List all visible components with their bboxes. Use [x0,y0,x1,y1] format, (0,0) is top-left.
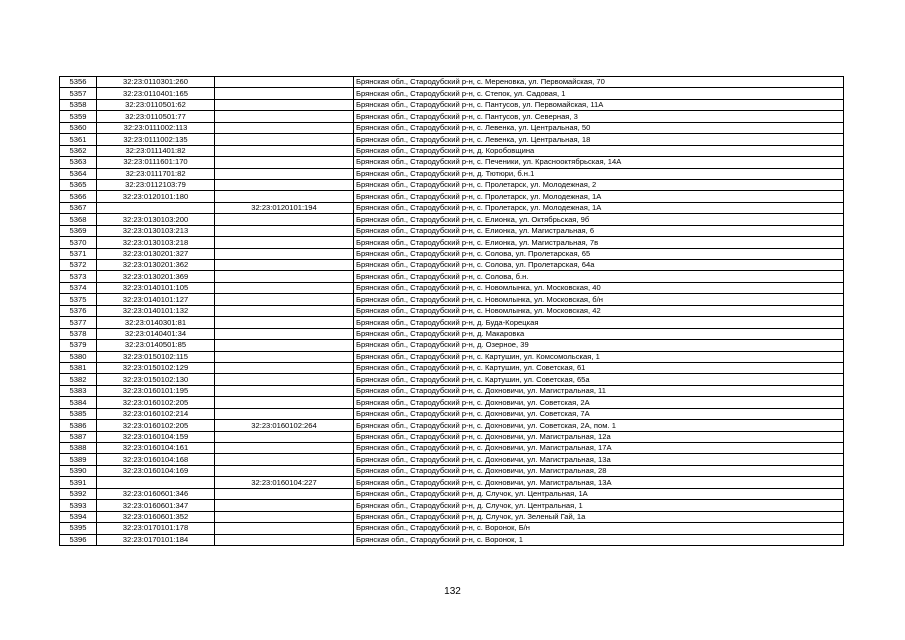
cadastral-number-cell: 32:23:0150102:129 [97,362,215,373]
address-cell: Брянская обл., Стародубский р-н, с. Картушин, ул. Комсомольская, 1 [354,351,844,362]
table-row [60,454,844,465]
row-number-cell: 5385 [60,408,97,419]
table-row [60,294,844,305]
cadastral-number-cell: 32:23:0130201:327 [97,248,215,259]
cadastral-number-cell: 32:23:0111002:113 [97,122,215,133]
row-number-cell: 5395 [60,523,97,534]
related-cadastral-number-cell [215,523,354,534]
cadastral-number-cell: 32:23:0150102:130 [97,374,215,385]
related-cadastral-number-cell [215,237,354,248]
table-row [60,168,844,179]
address-cell: Брянская обл., Стародубский р-н, д. Буда-Корецкая [354,317,844,328]
related-cadastral-number-cell [215,99,354,110]
address-cell: Брянская обл., Стародубский р-н, с. Пролетарск, ул. Молодежная, 2 [354,179,844,190]
address-cell: Брянская обл., Стародубский р-н, с. Картушин, ул. Советская, 65а [354,374,844,385]
registry-table [59,76,844,546]
related-cadastral-number-cell [215,374,354,385]
cadastral-number-cell: 32:23:0140301:81 [97,317,215,328]
table-row [60,111,844,122]
row-number-cell: 5393 [60,500,97,511]
table-row [60,305,844,316]
related-cadastral-number-cell [215,214,354,225]
table-row [60,191,844,202]
related-cadastral-number-cell [215,362,354,373]
cadastral-number-cell: 32:23:0140101:127 [97,294,215,305]
address-cell: Брянская обл., Стародубский р-н, с. Дохновичи, ул. Советская, 2А [354,397,844,408]
cadastral-number-cell: 32:23:0160104:161 [97,443,215,454]
table-row [60,374,844,385]
row-number-cell: 5374 [60,282,97,293]
related-cadastral-number-cell [215,111,354,122]
table-row [60,477,844,488]
related-cadastral-number-cell [215,77,354,88]
row-number-cell: 5357 [60,88,97,99]
table-row [60,317,844,328]
address-cell: Брянская обл., Стародубский р-н, с. Елионка, ул. Магистральная, 7в [354,237,844,248]
row-number-cell: 5382 [60,374,97,385]
table-row [60,340,844,351]
related-cadastral-number-cell [215,397,354,408]
row-number-cell: 5394 [60,511,97,522]
table-row [60,88,844,99]
cadastral-number-cell: 32:23:0111401:82 [97,145,215,156]
related-cadastral-number-cell [215,122,354,133]
cadastral-number-cell: 32:23:0150102:115 [97,351,215,362]
address-cell: Брянская обл., Стародубский р-н, с. Новомлынка, ул. Московская, 42 [354,305,844,316]
table-row [60,397,844,408]
address-cell: Брянская обл., Стародубский р-н, с. Дохновичи, ул. Магистральная, 17А [354,443,844,454]
address-cell: Брянская обл., Стародубский р-н, с. Дохновичи, ул. Магистральная, 11 [354,385,844,396]
table-row [60,248,844,259]
address-cell: Брянская обл., Стародубский р-н, с. Дохновичи, ул. Магистральная, 12а [354,431,844,442]
row-number-cell: 5392 [60,488,97,499]
address-cell: Брянская обл., Стародубский р-н, с. Левенка, ул. Центральная, 50 [354,122,844,133]
cadastral-number-cell: 32:23:0110301:260 [97,77,215,88]
cadastral-number-cell: 32:23:0130103:218 [97,237,215,248]
related-cadastral-number-cell [215,351,354,362]
cadastral-number-cell: 32:23:0140501:85 [97,340,215,351]
cadastral-number-cell: 32:23:0130103:213 [97,225,215,236]
table-row [60,362,844,373]
cadastral-number-cell: 32:23:0110501:77 [97,111,215,122]
related-cadastral-number-cell [215,145,354,156]
row-number-cell: 5361 [60,134,97,145]
address-cell: Брянская обл., Стародубский р-н, с. Дохновичи, ул. Советская, 2А, пом. 1 [354,420,844,431]
row-number-cell: 5359 [60,111,97,122]
address-cell: Брянская обл., Стародубский р-н, с. Новомлынка, ул. Московская, б/н [354,294,844,305]
cadastral-number-cell: 32:23:0160104:168 [97,454,215,465]
table-row [60,282,844,293]
cadastral-number-cell: 32:23:0120101:180 [97,191,215,202]
table-row [60,500,844,511]
related-cadastral-number-cell [215,465,354,476]
table-row [60,179,844,190]
address-cell: Брянская обл., Стародубский р-н, с. Картушин, ул. Советская, 61 [354,362,844,373]
row-number-cell: 5396 [60,534,97,545]
table-row [60,534,844,545]
related-cadastral-number-cell [215,134,354,145]
address-cell: Брянская обл., Стародубский р-н, с. Солова, ул. Пролетарская, 65 [354,248,844,259]
table-row [60,99,844,110]
row-number-cell: 5387 [60,431,97,442]
table-row [60,523,844,534]
row-number-cell: 5388 [60,443,97,454]
row-number-cell: 5356 [60,77,97,88]
table-row [60,465,844,476]
related-cadastral-number-cell [215,305,354,316]
cadastral-number-cell: 32:23:0140401:34 [97,328,215,339]
table-row [60,511,844,522]
row-number-cell: 5367 [60,202,97,213]
row-number-cell: 5376 [60,305,97,316]
table-row [60,225,844,236]
cadastral-number-cell: 32:23:0110401:165 [97,88,215,99]
address-cell: Брянская обл., Стародубский р-н, д. Тютюри, б.н.1 [354,168,844,179]
row-number-cell: 5371 [60,248,97,259]
address-cell: Брянская обл., Стародубский р-н, д. Случок, ул. Центральная, 1 [354,500,844,511]
row-number-cell: 5373 [60,271,97,282]
cadastral-number-cell: 32:23:0111701:82 [97,168,215,179]
row-number-cell: 5390 [60,465,97,476]
row-number-cell: 5369 [60,225,97,236]
related-cadastral-number-cell [215,271,354,282]
cadastral-number-cell: 32:23:0140101:105 [97,282,215,293]
table-row [60,408,844,419]
table-row [60,77,844,88]
address-cell: Брянская обл., Стародубский р-н, с. Дохновичи, ул. Магистральная, 28 [354,465,844,476]
row-number-cell: 5362 [60,145,97,156]
cadastral-number-cell: 32:23:0160601:347 [97,500,215,511]
row-number-cell: 5379 [60,340,97,351]
table-row [60,351,844,362]
cadastral-number-cell: 32:23:0160101:195 [97,385,215,396]
cadastral-number-cell: 32:23:0170101:184 [97,534,215,545]
cadastral-number-cell: 32:23:0160601:352 [97,511,215,522]
related-cadastral-number-cell [215,385,354,396]
address-cell: Брянская обл., Стародубский р-н, д. Коробовщина [354,145,844,156]
address-cell: Брянская обл., Стародубский р-н, с. Мереновка, ул. Первомайская, 70 [354,77,844,88]
address-cell: Брянская обл., Стародубский р-н, с. Елионка, ул. Магистральная, 6 [354,225,844,236]
table-row [60,202,844,213]
related-cadastral-number-cell [215,511,354,522]
related-cadastral-number-cell [215,179,354,190]
related-cadastral-number-cell [215,500,354,511]
row-number-cell: 5360 [60,122,97,133]
row-number-cell: 5364 [60,168,97,179]
address-cell: Брянская обл., Стародубский р-н, с. Левенка, ул. Центральная, 18 [354,134,844,145]
address-cell: Брянская обл., Стародубский р-н, с. Дохновичи, ул. Магистральная, 13А [354,477,844,488]
related-cadastral-number-cell [215,454,354,465]
address-cell: Брянская обл., Стародубский р-н, с. Елионка, ул. Октябрьская, 9б [354,214,844,225]
address-cell: Брянская обл., Стародубский р-н, д. Случок, ул. Центральная, 1А [354,488,844,499]
cadastral-number-cell: 32:23:0130201:362 [97,260,215,271]
address-cell: Брянская обл., Стародубский р-н, с. Новомлынка, ул. Московская, 40 [354,282,844,293]
table-row [60,431,844,442]
row-number-cell: 5391 [60,477,97,488]
row-number-cell: 5386 [60,420,97,431]
related-cadastral-number-cell [215,282,354,293]
cadastral-number-cell [97,477,215,488]
cadastral-number-cell: 32:23:0130201:369 [97,271,215,282]
address-cell: Брянская обл., Стародубский р-н, с. Солова, б.н. [354,271,844,282]
address-cell: Брянская обл., Стародубский р-н, с. Воронок, Б/н [354,523,844,534]
table-row [60,260,844,271]
related-cadastral-number-cell [215,328,354,339]
address-cell: Брянская обл., Стародубский р-н, с. Пролетарск, ул. Молодежная, 1А [354,202,844,213]
related-cadastral-number-cell [215,157,354,168]
table-row [60,214,844,225]
table-row [60,237,844,248]
table-row [60,443,844,454]
row-number-cell: 5375 [60,294,97,305]
address-cell: Брянская обл., Стародубский р-н, с. Пролетарск, ул. Молодежная, 1А [354,191,844,202]
cadastral-number-cell: 32:23:0130103:200 [97,214,215,225]
related-cadastral-number-cell [215,340,354,351]
cadastral-number-cell: 32:23:0110501:62 [97,99,215,110]
address-cell: Брянская обл., Стародубский р-н, с. Степок, ул. Садовая, 1 [354,88,844,99]
related-cadastral-number-cell [215,260,354,271]
cadastral-number-cell: 32:23:0160104:159 [97,431,215,442]
related-cadastral-number-cell: 32:23:0160102:264 [215,420,354,431]
related-cadastral-number-cell [215,225,354,236]
cadastral-number-cell [97,202,215,213]
registry-table-body [60,77,844,546]
row-number-cell: 5380 [60,351,97,362]
row-number-cell: 5377 [60,317,97,328]
cadastral-number-cell: 32:23:0160102:214 [97,408,215,419]
table-row [60,122,844,133]
address-cell: Брянская обл., Стародубский р-н, с. Воронок, 1 [354,534,844,545]
row-number-cell: 5389 [60,454,97,465]
cadastral-number-cell: 32:23:0160102:205 [97,420,215,431]
row-number-cell: 5368 [60,214,97,225]
related-cadastral-number-cell [215,443,354,454]
table-row [60,157,844,168]
cadastral-number-cell: 32:23:0160102:205 [97,397,215,408]
address-cell: Брянская обл., Стародубский р-н, д. Случок, ул. Зеленый Гай, 1а [354,511,844,522]
related-cadastral-number-cell [215,317,354,328]
address-cell: Брянская обл., Стародубский р-н, с. Дохновичи, ул. Магистральная, 13а [354,454,844,465]
address-cell: Брянская обл., Стародубский р-н, с. Пантусов, ул. Первомайская, 11А [354,99,844,110]
table-row [60,488,844,499]
table-row [60,328,844,339]
table-row [60,385,844,396]
table-row [60,145,844,156]
row-number-cell: 5381 [60,362,97,373]
related-cadastral-number-cell [215,488,354,499]
address-cell: Брянская обл., Стародубский р-н, д. Макаровка [354,328,844,339]
cadastral-number-cell: 32:23:0112103:79 [97,179,215,190]
address-cell: Брянская обл., Стародубский р-н, с. Печеники, ул. Краснооктябрьская, 14А [354,157,844,168]
related-cadastral-number-cell [215,408,354,419]
cadastral-number-cell: 32:23:0111601:170 [97,157,215,168]
related-cadastral-number-cell [215,248,354,259]
related-cadastral-number-cell: 32:23:0120101:194 [215,202,354,213]
cadastral-number-cell: 32:23:0111002:135 [97,134,215,145]
cadastral-number-cell: 32:23:0140101:132 [97,305,215,316]
row-number-cell: 5372 [60,260,97,271]
cadastral-number-cell: 32:23:0170101:178 [97,523,215,534]
row-number-cell: 5378 [60,328,97,339]
address-cell: Брянская обл., Стародубский р-н, с. Дохновичи, ул. Советская, 7А [354,408,844,419]
related-cadastral-number-cell [215,88,354,99]
cadastral-number-cell: 32:23:0160104:169 [97,465,215,476]
address-cell: Брянская обл., Стародубский р-н, д. Озерное, 39 [354,340,844,351]
row-number-cell: 5366 [60,191,97,202]
row-number-cell: 5370 [60,237,97,248]
row-number-cell: 5383 [60,385,97,396]
related-cadastral-number-cell [215,294,354,305]
related-cadastral-number-cell [215,168,354,179]
cadastral-number-cell: 32:23:0160601:346 [97,488,215,499]
related-cadastral-number-cell [215,431,354,442]
table-row [60,134,844,145]
page-number: 132 [444,586,461,597]
related-cadastral-number-cell [215,191,354,202]
row-number-cell: 5363 [60,157,97,168]
related-cadastral-number-cell [215,534,354,545]
address-cell: Брянская обл., Стародубский р-н, с. Пантусов, ул. Северная, 3 [354,111,844,122]
table-row [60,271,844,282]
row-number-cell: 5384 [60,397,97,408]
address-cell: Брянская обл., Стародубский р-н, с. Солова, ул. Пролетарская, 64а [354,260,844,271]
row-number-cell: 5358 [60,99,97,110]
related-cadastral-number-cell: 32:23:0160104:227 [215,477,354,488]
row-number-cell: 5365 [60,179,97,190]
table-row [60,420,844,431]
